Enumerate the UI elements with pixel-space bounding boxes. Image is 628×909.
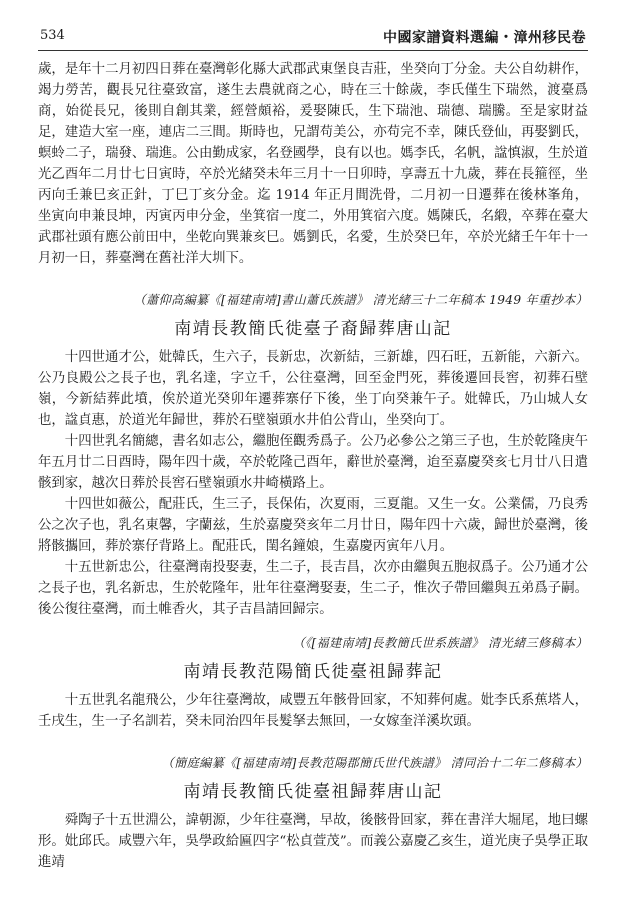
- body-paragraph: 十五世乳名龍飛公，少年往臺灣故，咸豐五年骸骨回家，不知葬何處。妣李氏系蕉塔人，壬戌生，生一子名訓若，癸未同治四年長髮拏去無回，一女嫁奎洋溪坎頭。: [38, 693, 588, 729]
- page-number: 534: [40, 28, 65, 43]
- section-article: [38, 317, 588, 652]
- page-content: [38, 51, 588, 873]
- body-paragraph: 十四世如薇公，配莊氏，生三子，長保佑，次夏雨，三夏龍。又生一女。公業儒，乃良秀公之次子也，乳名東馨，字蘭兹，生於嘉慶癸亥年二月廿日，陽年四十六歲，歸世於臺灣，後將骸攜回，葬於寨仔背路上。配莊氏，閨名鐘娘，生嘉慶丙寅年八月。: [38, 497, 588, 554]
- book-title: 中國家譜資料選編・漳州移民卷: [383, 30, 586, 46]
- article-title: 南靖長教簡氏徙臺子裔歸葬唐山記: [174, 319, 452, 339]
- source-citation: （簡庭編纂《[福建南靖]長教范陽郡簡氏世代族譜》 清同治十二年二修稿本）: [161, 756, 588, 770]
- body-paragraph: 歲，是年十二月初四日葬在臺灣彰化縣大武郡武東堡良吉莊，坐癸向丁分金。夫公自幼耕作，竭力勞苦，觀長兄往臺致富，遂生去農就商之心，時在三十餘歲，李氏僅生下瑞然，渡臺爲商，始從長兄，後則自創其業，經營頗裕，爰娶陳氏，生下瑞池、瑞德、瑞騰。至是家財益足，建造大室一座，連店二三間。斯時也，兄謂苟美公，亦苟完不幸，陳氏登仙，再娶劉氏，螟蛉二子，瑞發、瑞進。公由勤成家，名登國學，良有以也。媽李氏，名帆，諡慎淑，生於道光乙酉年二月廿七日寅時，卒於光緒癸未年三月十一日卯時，享壽五十九歲，葬在長箍徑，坐丙向壬兼巳亥正針，丁巳丁亥分金。迄 1914 年正月間洗骨，二月初一日遷葬在後林峯角，坐寅向申兼艮坤，丙寅丙申分金，坐箕宿一度二，外用箕宿六度。媽陳氏，名緞，卒葬在臺大武郡社頭有應公前田中，坐乾向巽兼亥巳。媽劉氏，名愛，生於癸巳年，卒於光緒壬午年十一月初一日，葬臺灣在舊社洋大圳下。: [38, 62, 588, 266]
- body-paragraph: 十四世通才公，妣韓氏，生六子，長新忠，次新結，三新雄，四石旺，五新能，六新六。公乃良殿公之長子也，乳名達，字立千，公往臺灣，回至金門死，葬後遷回長窖，初葬石壁嶺，今新結葬此墳，俟於道光癸卯年遷葬寨仔下後，坐丁向癸兼午子。妣韓氏，乃山城人女也，諡貞惠，於道光年歸世，葬於石壁嶺頭水井伯公背山，坐癸向丁。: [38, 350, 588, 428]
- article-title: 南靖長教范陽簡氏徙臺祖歸葬記: [183, 662, 443, 682]
- source-citation: （《[福建南靖]長教簡氏世系族譜》 清光緒三修稿本）: [292, 636, 588, 650]
- body-paragraph: 十四世乳名簡總，書名如志公，繼胞侄觀秀爲子。公乃必參公之第三子也，生於乾隆庚午年五月廿二日酉時，陽年四十歲，卒於乾隆己酉年，辭世於臺灣，迨至嘉慶癸亥七月廿八日遣骸到家，越次日葬於長窖石壁嶺頭水井崎橫路上。: [38, 434, 588, 491]
- body-paragraph: 十五世新忠公，往臺灣南投娶妻，生二子，長吉昌，次亦由繼與五胞叔爲子。公乃通才公之長子也，乳名新忠，生於乾隆年，壯年往臺灣娶妻，生二子，惟次子帶回繼與五弟爲子嗣。後公復往臺灣，而土帷香火，其子吉昌請回歸宗。: [38, 560, 588, 617]
- body-paragraph: 舜陶子十五世淵公，諱朝源，少年往臺灣，早故，後骸骨回家，葬在書洋大堀尾，地曰螺形。妣邱氏。咸豐六年，吳學政給匾四字“松貞萱茂”。而義公嘉慶乙亥生，道光庚子吳學正取進靖: [38, 813, 588, 870]
- section-continuation: [38, 59, 588, 309]
- article-title: 南靖長教簡氏徙臺祖歸葬唐山記: [183, 782, 443, 802]
- running-header: [38, 0, 588, 51]
- section-article: [38, 660, 588, 772]
- section-article: [38, 780, 588, 873]
- source-citation: （蕭仰高編纂《[福建南靖]書山蕭氏族譜》 清光緒三十二年稿本 1949 年重抄本）: [133, 293, 588, 307]
